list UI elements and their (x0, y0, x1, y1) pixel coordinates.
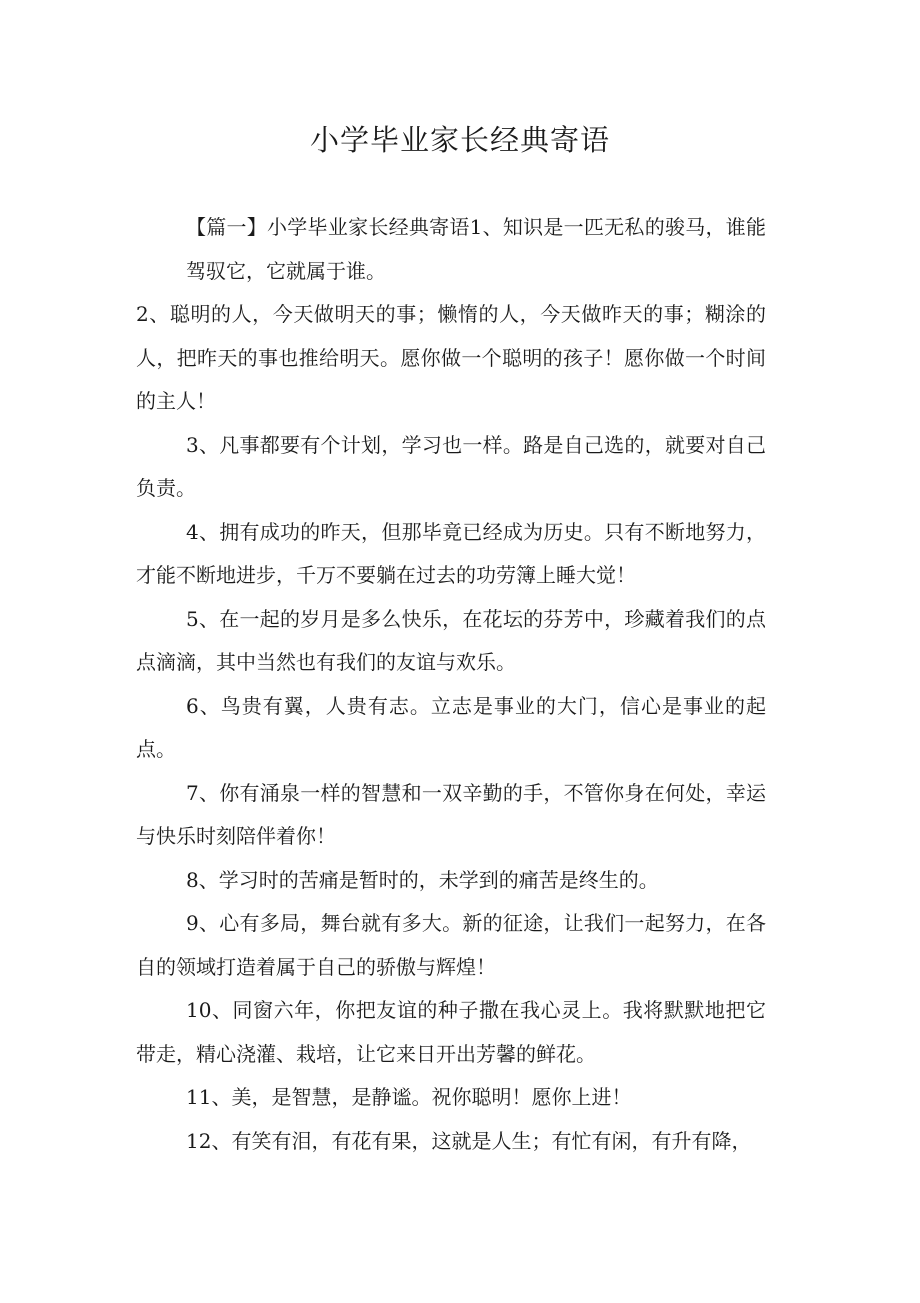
paragraph-2: 2、聪明的人，今天做明天的事；懒惰的人，今天做昨天的事；糊涂的人，把昨天的事也推给明天。愿你做一个聪明的孩子！愿你做一个时间的主人！ (136, 302, 766, 413)
paragraph-3: 3、凡事都要有个计划，学习也一样。路是自己选的，就要对自己负责。 (136, 432, 766, 500)
document-title: 小学毕业家长经典寄语 (309, 123, 610, 157)
paragraph-11: 11、美，是智慧，是静谧。祝你聪明！愿你上进！ (186, 1085, 632, 1109)
paragraph-6: 6、鸟贵有翼，人贵有志。立志是事业的大门，信心是事业的起点。 (136, 693, 766, 761)
paragraph-5: 5、在一起的岁月是多么快乐，在花坛的芬芳中，珍藏着我们的点点滴滴，其中当然也有我们的友谊与欢乐。 (136, 606, 766, 674)
paragraph-9: 9、心有多局，舞台就有多大。新的征途，让我们一起努力，在各自的领域打造着属于自己的骄傲与辉煌！ (136, 911, 766, 979)
paragraph-12: 12、有笑有泪，有花有果，这就是人生；有忙有闲，有升有降， (186, 1128, 752, 1153)
paragraph-7: 7、你有涌泉一样的智慧和一双辛勤的手，不管你身在何处，幸运与快乐时刻陪伴着你！ (136, 780, 766, 848)
paragraph-10: 10、同窗六年，你把友谊的种子撒在我心灵上。我将默默地把它带走，精心浇灌、栽培，让它来日开出芳馨的鲜花。 (136, 998, 766, 1066)
paragraph-4: 4、拥有成功的昨天，但那毕竟已经成为历史。只有不断地努力，才能不断地进步，千万不要躺在过去的功劳簿上睡大觉！ (136, 519, 766, 587)
document-body (136, 206, 766, 1163)
paragraph-1: 【篇一】小学毕业家长经典寄语1、知识是一匹无私的骏马，谁能驾驭它，它就属于谁。 (186, 215, 766, 283)
paragraph-8: 8、学习时的苦痛是暂时的，未学到的痛苦是终生的。 (186, 867, 659, 892)
